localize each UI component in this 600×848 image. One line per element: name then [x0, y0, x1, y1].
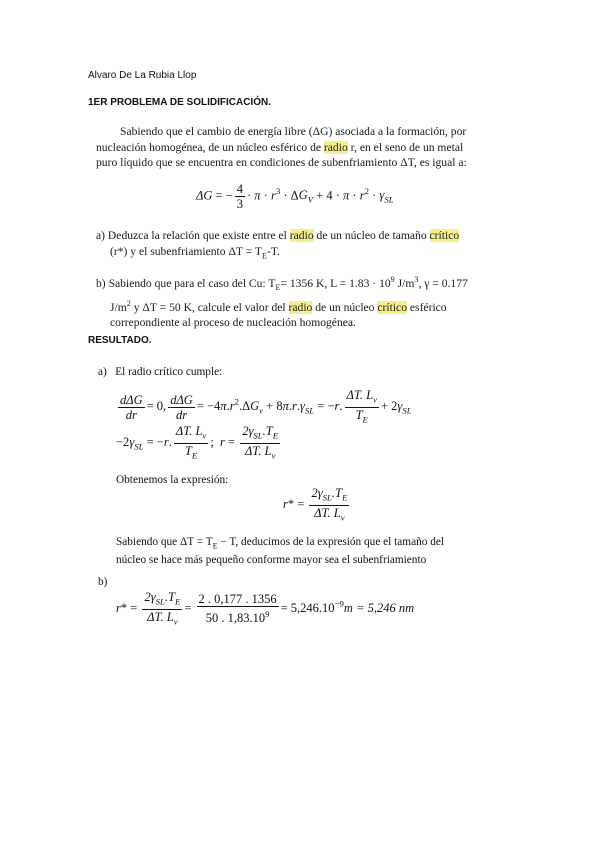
answer-a-intro: a) El radio crítico cumple: [98, 366, 223, 378]
intro-line-1: Sabiendo que el cambio de energía libre (ΔG) asociada a la formación, por [120, 125, 467, 138]
numeric-result-equation: r* = $\frac{2\gamma_{SL}.T_E}{\Delta T. L_v}$ = $\frac{2 . 0,177 . 1356}{50 . 1,83.10^9}$ = $5,246.10^{-9}m = 5,246$ nm [116, 590, 415, 626]
question-b: b) Sabiendo que para el caso del Cu: $T_E= 1356$ K, $L = 1.83 \cdot 10^9$ $J/m^3$, γ = 0.177 $J/m^2$ y ΔT = 50 K, calcule el valor del radio de un núcleo crítico esférico correpondiente al proceso de nucleación homogénea. [96, 275, 468, 330]
result-heading: RESULTADO. [88, 335, 152, 346]
conclusion: Sabiendo que $\Delta T = T_E - T$, deducimos de la expresión que el tamaño del núcleo se hace más pequeño conforme mayor sea el subenfriamiento [116, 536, 445, 567]
question-a-label: a) [96, 229, 106, 242]
problem-statement [96, 124, 506, 171]
intro-line-2: nucleación homogénea, de un núcleo esférico de radio r, en el seno de un metal [96, 140, 464, 154]
derivative-equation: $\frac{\text{dΔG}}{dr}$ = 0, $\frac{\text{dΔG}}{dr}$ = $-4\pi.r^2.\Delta G_v + 8\pi.r.\gamma_{SL} = -r$. $\frac{\Delta T. L_v}{T_E}$ + $2\gamma_{SL}$ [120, 388, 412, 424]
answer-a-label: a) [98, 366, 107, 378]
rearranged-equation: $-2\gamma_{SL} = -r$. $\frac{\Delta T. L_v}{T_E}$ ; r = $\frac{2\gamma_{SL}.T_E}{\Delta T. L_v}$ [116, 424, 279, 460]
delta-g-equation: ΔG = − $\frac{4}{3}$ · $\pi \cdot r^3 \cdot \Delta G_V + 4 \cdot \pi \cdot r^2 \cdot \gamma_{SL}$ [196, 182, 394, 211]
critical-radius-expression: r* = $\frac{2\gamma_{SL}.T_E}{\Delta T. L_v}$ [283, 486, 348, 522]
page-title: 1ER PROBLEMA DE SOLIDIFICACIÓN. [88, 97, 271, 108]
intro-line-3: puro líquido que se encuentra en condiciones de subenfriamiento ΔT, es igual a: [96, 156, 467, 169]
author-name: Alvaro De La Rubia Llop [88, 70, 197, 81]
question-a: a) Deduzca la relación que existe entre el radio de un núcleo de tamaño crítico (r*) y el subenfriamiento $\Delta T = T_E-T$. [96, 229, 460, 260]
expression-intro: Obtenemos la expresión: [116, 474, 229, 486]
question-b-label: b) [96, 276, 106, 290]
answer-b-label: b) [98, 576, 108, 588]
